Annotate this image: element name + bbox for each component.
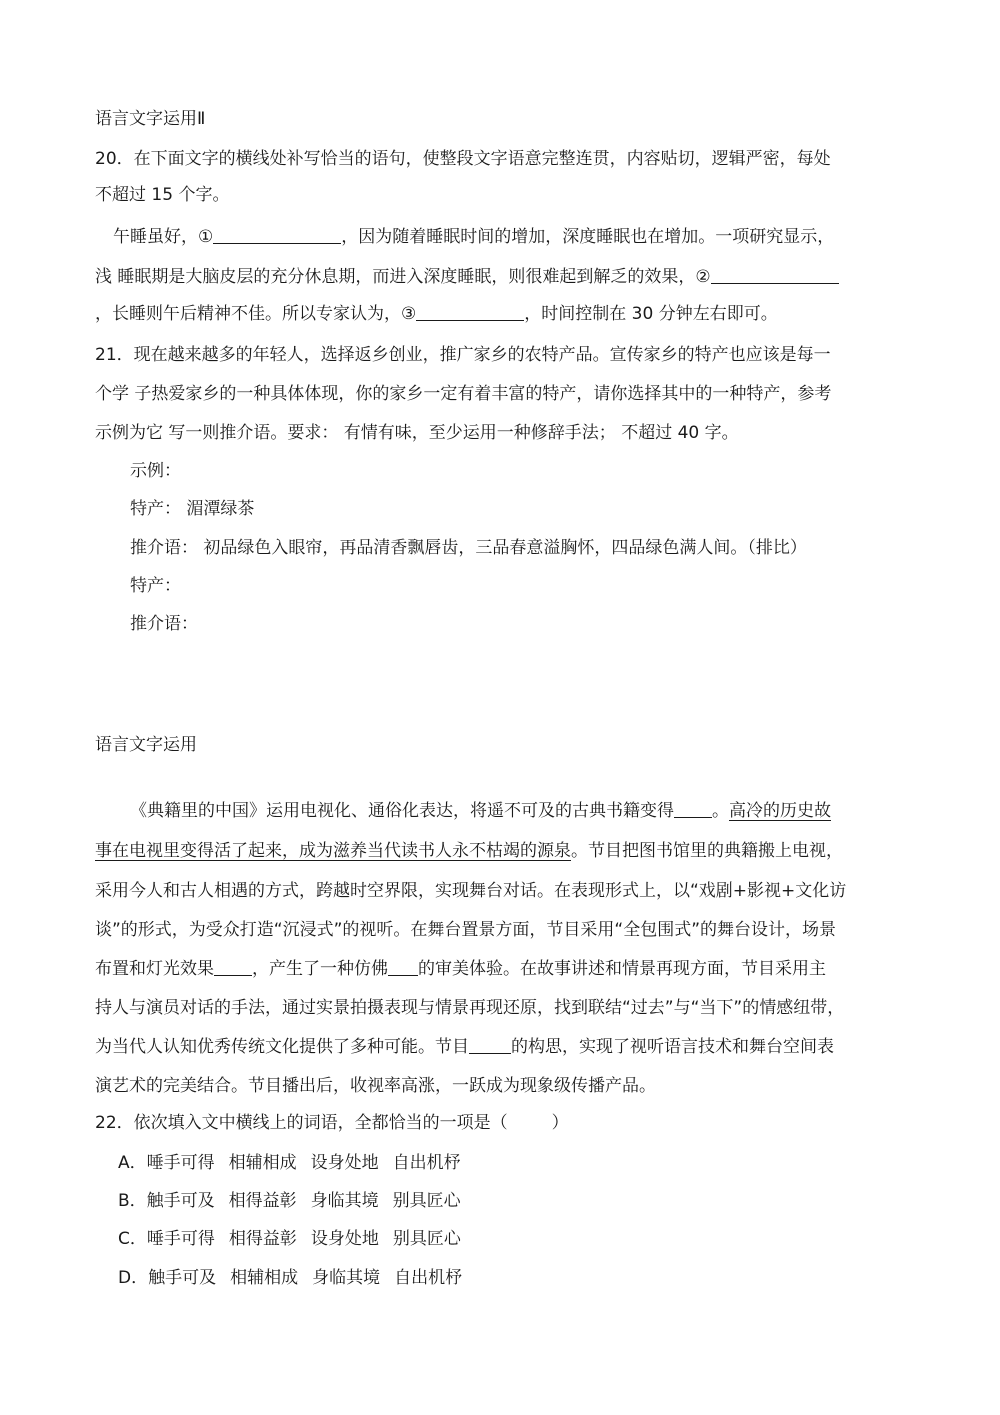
option-word: 相辅相成 (230, 1268, 299, 1288)
section-heading: 语言文字运用Ⅱ (95, 109, 206, 129)
option-word: 身临其境 (310, 1191, 379, 1211)
underlined-sentence: 高冷的历史故 (729, 801, 831, 821)
passage-text: 《典籍里的中国》运用电视化、通俗化表达，将遥不可及的古典书籍变得 (130, 801, 674, 821)
passage-blank-1[interactable] (674, 799, 712, 818)
option-d[interactable] (118, 1266, 462, 1290)
option-a[interactable] (118, 1151, 461, 1175)
passage-text: ，因为随着睡眠时间的增加，深度睡眠也在增加。一项研究显示， (341, 227, 835, 247)
passage-blank-4[interactable] (469, 1035, 511, 1054)
passage-text: 浅 睡眠期是大脑皮层的充分休息期，而进入深度睡眠，则很难起到解乏的效果，② (95, 267, 711, 287)
passage-blank-2[interactable] (214, 957, 252, 976)
passage-line: 谈”的形式，为受众打造“沉浸式”的视听。在舞台置景方面，节目采用“全包围式”的舞台设计，场景 (95, 920, 837, 940)
option-word: 身临其境 (312, 1268, 381, 1288)
option-word: 设身处地 (310, 1229, 379, 1249)
option-c[interactable] (118, 1227, 461, 1251)
option-label: B． (118, 1191, 147, 1211)
section-heading: 语言文字运用 (95, 735, 197, 755)
passage-line (95, 1035, 834, 1059)
option-word: 别具匠心 (392, 1191, 461, 1211)
q20-stem-line: 20．在下面文字的横线处补写恰当的语句，使整段文字语意完整连贯，内容贴切，逻辑严密，每处 (95, 149, 831, 169)
option-word: 相辅相成 (228, 1153, 297, 1173)
option-b[interactable] (118, 1189, 461, 1213)
passage-text: ，产生了一种仿佛 (252, 959, 388, 979)
q20-passage-line (95, 302, 778, 326)
answer-blank-1[interactable] (213, 225, 341, 244)
q20-stem-line: 不超过 15 个字。 (95, 185, 230, 205)
q20-passage-line (113, 225, 834, 249)
answer-blank-3[interactable] (416, 302, 524, 321)
option-label: D． (118, 1268, 149, 1288)
q22-stem (95, 1111, 569, 1135)
option-word: 相得益彰 (228, 1191, 297, 1211)
option-word: 相得益彰 (228, 1229, 297, 1249)
q20-passage-line (95, 265, 839, 289)
option-word: 触手可及 (146, 1191, 215, 1211)
passage-text: 为当代人认知优秀传统文化提供了多种可能。节目 (95, 1037, 469, 1057)
passage-text: 的构思，实现了视听语言技术和舞台空间表 (511, 1037, 834, 1057)
option-word: 自出机杼 (394, 1268, 463, 1288)
option-word: 唾手可得 (146, 1229, 215, 1249)
option-label: A． (118, 1153, 147, 1173)
passage-line: 采用今人和古人相遇的方式，跨越时空界限，实现舞台对话。在表现形式上，以“戏剧+影视+文化访 (95, 881, 847, 901)
passage-blank-3[interactable] (388, 957, 418, 976)
passage-text: 的审美体验。在故事讲述和情景再现方面，节目采用主 (418, 959, 826, 979)
example-pitch: 推介语： 初品绿色入眼帘，再品清香飘唇齿，三品春意溢胸怀，四品绿色满人间。（排比） (130, 538, 807, 558)
passage-line (95, 957, 826, 981)
passage-line (95, 839, 843, 863)
option-word: 别具匠心 (392, 1229, 461, 1249)
passage-line: 演艺术的完美结合。节目播出后，收视率高涨，一跃成为现象级传播产品。 (95, 1076, 656, 1096)
q22-stem-text: 22．依次填入文中横线上的词语，全都恰当的一项是（ (95, 1113, 508, 1133)
passage-line (130, 799, 831, 823)
answer-product-label[interactable]: 特产： (130, 576, 181, 596)
option-word: 自出机杼 (392, 1153, 461, 1173)
passage-text: ，时间控制在 30 分钟左右即可。 (524, 304, 778, 324)
option-word: 设身处地 (310, 1153, 379, 1173)
option-word: 触手可及 (148, 1268, 217, 1288)
q21-stem-line: 21．现在越来越多的年轻人，选择返乡创业，推广家乡的农特产品。宣传家乡的特产也应该是每一 (95, 345, 831, 365)
option-word: 唾手可得 (146, 1153, 215, 1173)
q21-stem-line: 示例为它 写一则推介语。要求： 有情有味，至少运用一种修辞手法； 不超过 40 字。 (95, 423, 739, 443)
passage-line: 持人与演员对话的手法，通过实景拍摄表现与情景再现还原，找到联结“过去”与“当下”的情感纽带， (95, 998, 845, 1018)
q21-stem-line: 个学 子热爱家乡的一种具体体现，你的家乡一定有着丰富的特产，请你选择其中的一种特产，参考 (95, 384, 832, 404)
example-product: 特产： 湄潭绿茶 (130, 499, 255, 519)
q22-stem-close: ） (551, 1113, 569, 1133)
example-label: 示例： (130, 461, 181, 481)
passage-text: ，长睡则午后精神不佳。所以专家认为，③ (95, 304, 417, 324)
answer-blank-2[interactable] (711, 265, 839, 284)
answer-pitch-label[interactable]: 推介语： (130, 614, 198, 634)
passage-text: 。节目把图书馆里的典籍搬上电视， (571, 841, 843, 861)
passage-text: 午睡虽好，① (113, 227, 214, 247)
option-label: C． (118, 1229, 147, 1249)
underlined-sentence: 事在电视里变得活了起来，成为滋养当代读书人永不枯竭的源泉 (95, 841, 571, 861)
passage-text: 。 (712, 801, 729, 821)
passage-text: 布置和灯光效果 (95, 959, 214, 979)
